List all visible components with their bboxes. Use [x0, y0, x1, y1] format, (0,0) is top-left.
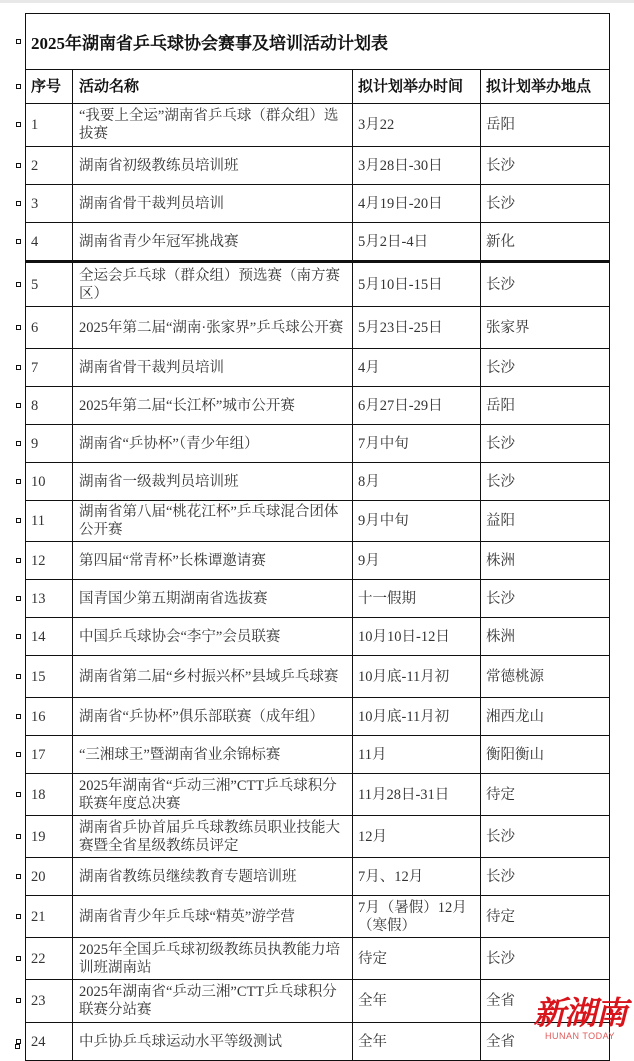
- cell-place: 株洲: [486, 552, 515, 569]
- cell-time: 8月: [353, 463, 481, 500]
- cell-name: 湖南省初级教练员培训班: [73, 147, 353, 184]
- cell-no: 12: [26, 542, 73, 579]
- paragraph-mark-icon: [16, 122, 21, 127]
- table-row: [26, 1023, 609, 1060]
- paragraph-mark-icon: [16, 998, 21, 1003]
- paragraph-mark-icon: [16, 874, 21, 879]
- cell-no: 22: [26, 938, 73, 979]
- cell-no: 18: [26, 774, 73, 815]
- cell-time: 10月10日-12日: [353, 618, 481, 655]
- table-row: [26, 104, 609, 147]
- cell-place: 长沙: [486, 276, 515, 293]
- cell-name: 湖南省骨干裁判员培训: [73, 185, 353, 222]
- cell-no: 6: [26, 307, 73, 348]
- table-header-row: [26, 70, 609, 104]
- cell-time: 10月底-11月初: [353, 656, 481, 697]
- cell-name: 中国乒乓球协会“李宁”会员联赛: [73, 618, 353, 655]
- table-row: [26, 816, 609, 858]
- cell-time: 4月19日-20日: [353, 185, 481, 222]
- paragraph-mark-icon: [16, 403, 21, 408]
- cell-time: 7月、12月: [353, 858, 481, 895]
- cell-time: 12月: [353, 816, 481, 857]
- table-row: [26, 463, 609, 501]
- watermark-cn: 新湖南: [533, 994, 627, 1032]
- header-name: 活动名称: [73, 70, 353, 103]
- table-row: [26, 501, 609, 542]
- cell-place: 长沙: [486, 473, 515, 490]
- cell-no: 24: [26, 1023, 73, 1060]
- cell-name: “三湘球王”暨湖南省业余锦标赛: [73, 736, 353, 773]
- paragraph-mark-icon: [16, 752, 21, 757]
- cell-place: 长沙: [486, 590, 515, 607]
- cell-name: 湖南省“乒协杯”（青少年组）: [73, 425, 353, 462]
- header-no: 序号: [26, 70, 73, 103]
- header-time: 拟计划举办时间: [353, 70, 481, 103]
- cell-no: 4: [26, 223, 73, 260]
- cell-place: 岳阳: [486, 117, 515, 133]
- cell-no: 13: [26, 580, 73, 617]
- cell-place: 张家界: [486, 319, 530, 336]
- cell-no: 17: [26, 736, 73, 773]
- paragraph-mark-icon: [16, 558, 21, 563]
- table-row: [26, 349, 609, 387]
- table-row: [26, 858, 609, 896]
- cell-time: 3月22: [353, 104, 481, 146]
- cell-place: 长沙: [486, 950, 515, 967]
- cell-no: 9: [26, 425, 73, 462]
- cell-name: 湖南省教练员继续教育专题培训班: [73, 858, 353, 895]
- table-row: [26, 263, 609, 307]
- table-row: [26, 580, 609, 618]
- cell-name: 湖南省乒协首届乒乓球教练员职业技能大赛暨全省星级教练员评定: [73, 816, 353, 857]
- cell-time: 11月28日-31日: [353, 774, 481, 815]
- table-row: [26, 387, 609, 425]
- header-place: 拟计划举办地点: [486, 78, 592, 95]
- cell-no: 10: [26, 463, 73, 500]
- cell-name: 2025年湖南省“乒动三湘”CTT乒乓球积分联赛分站赛: [73, 980, 353, 1022]
- watermark-en: HUNAN TODAY: [544, 1031, 615, 1041]
- paragraph-mark-icon: [16, 479, 21, 484]
- cell-time: 3月28日-30日: [353, 147, 481, 184]
- cell-no: 2: [26, 147, 73, 184]
- cell-place: 全省: [486, 993, 515, 1009]
- cell-no: 15: [26, 656, 73, 697]
- cell-place: 长沙: [486, 435, 515, 452]
- cell-time: 4月: [353, 349, 481, 386]
- cell-place: 长沙: [486, 868, 515, 885]
- paragraph-mark-icon: [16, 914, 21, 919]
- cell-time: 5月10日-15日: [353, 263, 481, 306]
- activity-plan-table: [25, 13, 610, 1061]
- table-row: [26, 185, 609, 223]
- paragraph-mark-icon: [16, 518, 21, 523]
- cell-time: 5月23日-25日: [353, 307, 481, 348]
- table-row: [26, 938, 609, 980]
- cell-name: “我要上全运”湖南省乒乓球（群众组）选拔赛: [73, 104, 353, 146]
- cell-no: 3: [26, 185, 73, 222]
- cell-name: 2025年全国乒乓球初级教练员执教能力培训班湖南站: [73, 938, 353, 979]
- cell-place: 待定: [486, 786, 515, 803]
- cell-place: 益阳: [486, 513, 515, 529]
- paragraph-mark-icon: [16, 325, 21, 330]
- cell-place: 湘西龙山: [486, 708, 544, 725]
- paragraph-mark-icon: [16, 441, 21, 446]
- table-row: [26, 223, 609, 263]
- cell-no: 11: [26, 501, 73, 541]
- cell-place: 长沙: [486, 828, 515, 845]
- paragraph-mark-icon: [16, 714, 21, 719]
- cell-place: 长沙: [486, 359, 515, 376]
- watermark-logo: [530, 995, 630, 1041]
- cell-no: 21: [26, 896, 73, 937]
- cell-place: 长沙: [486, 195, 515, 212]
- cell-name: 2025年湖南省“乒动三湘”CTT乒乓球积分联赛年度总决赛: [73, 774, 353, 815]
- table-row: [26, 618, 609, 656]
- cell-time: 5月2日-4日: [353, 223, 481, 260]
- cell-place: 衡阳衡山: [486, 746, 544, 763]
- cell-name: 2025年第二届“湖南·张家界”乒乓球公开赛: [73, 307, 353, 348]
- cell-place: 岳阳: [486, 397, 515, 414]
- cell-place: 全省: [486, 1033, 515, 1050]
- cell-place: 常德桃源: [486, 668, 544, 685]
- paragraph-mark-icon: [16, 956, 21, 961]
- cell-no: 5: [26, 263, 73, 306]
- paragraph-mark-icon: [16, 674, 21, 679]
- cell-name: 第四届“常青杯”长株谭邀请赛: [73, 542, 353, 579]
- paragraph-mark-icon: [16, 365, 21, 370]
- cell-name: 湖南省骨干裁判员培训: [73, 349, 353, 386]
- cell-no: 19: [26, 816, 73, 857]
- cell-time: 6月27日-29日: [353, 387, 481, 424]
- paragraph-mark-icon: [15, 1044, 20, 1049]
- cell-place: 待定: [486, 908, 515, 925]
- paragraph-mark-icon: [16, 596, 21, 601]
- table-row: [26, 425, 609, 463]
- table-title-row: [26, 14, 609, 70]
- cell-name: 湖南省一级裁判员培训班: [73, 463, 353, 500]
- cell-no: 8: [26, 387, 73, 424]
- table-row: [26, 656, 609, 698]
- table-row: [26, 542, 609, 580]
- paragraph-mark-icon: [16, 201, 21, 206]
- paragraph-mark-icon: [16, 84, 21, 89]
- cell-no: 23: [26, 980, 73, 1022]
- cell-time: 9月: [353, 542, 481, 579]
- paragraph-mark-icon: [16, 239, 21, 244]
- table-row: [26, 736, 609, 774]
- cell-name: 湖南省第二届“乡村振兴杯”县域乒乓球赛: [73, 656, 353, 697]
- cell-name: 湖南省第八届“桃花江杯”乒乓球混合团体公开赛: [73, 501, 353, 541]
- paragraph-mark-icon: [16, 634, 21, 639]
- cell-name: 湖南省青少年冠军挑战赛: [73, 223, 353, 260]
- table-title: 2025年湖南省乒乓球协会赛事及培训活动计划表: [31, 34, 388, 53]
- cell-place: 长沙: [486, 157, 515, 174]
- cell-time: 十一假期: [353, 580, 481, 617]
- cell-no: 16: [26, 698, 73, 735]
- paragraph-mark-icon: [16, 282, 21, 287]
- cell-name: 全运会乒乓球（群众组）预选赛（南方赛区）: [73, 263, 353, 306]
- cell-time: 11月: [353, 736, 481, 773]
- cell-place: 新化: [486, 233, 515, 250]
- cell-time: 10月底-11月初: [353, 698, 481, 735]
- cell-no: 20: [26, 858, 73, 895]
- cell-time: 全年: [353, 980, 481, 1022]
- table-row: [26, 307, 609, 349]
- cell-name: 中乒协乒乓球运动水平等级测试: [73, 1023, 353, 1060]
- cell-no: 14: [26, 618, 73, 655]
- paragraph-mark-icon: [16, 163, 21, 168]
- cell-no: 7: [26, 349, 73, 386]
- cell-time: 7月（暑假）12月（寒假）: [353, 896, 481, 937]
- table-row: [26, 774, 609, 816]
- cell-time: 9月中旬: [353, 501, 481, 541]
- cell-time: 全年: [353, 1023, 481, 1060]
- table-row: [26, 896, 609, 938]
- top-bar: [0, 0, 634, 3]
- paragraph-mark-icon: [16, 1039, 21, 1044]
- cell-place: 株洲: [486, 628, 515, 645]
- table-row: [26, 698, 609, 736]
- cell-name: 国青国少第五期湖南省选拔赛: [73, 580, 353, 617]
- cell-time: 待定: [353, 938, 481, 979]
- paragraph-mark-icon: [16, 834, 21, 839]
- cell-name: 湖南省青少年乒乓球“精英”游学营: [73, 896, 353, 937]
- cell-no: 1: [26, 104, 73, 146]
- cell-name: 2025年第二届“长江杯”城市公开赛: [73, 387, 353, 424]
- paragraph-mark-icon: [16, 792, 21, 797]
- table-row: [26, 980, 609, 1023]
- cell-time: 7月中旬: [353, 425, 481, 462]
- paragraph-mark-icon: [16, 39, 21, 44]
- table-row: [26, 147, 609, 185]
- cell-name: 湖南省“乒协杯”俱乐部联赛（成年组）: [73, 698, 353, 735]
